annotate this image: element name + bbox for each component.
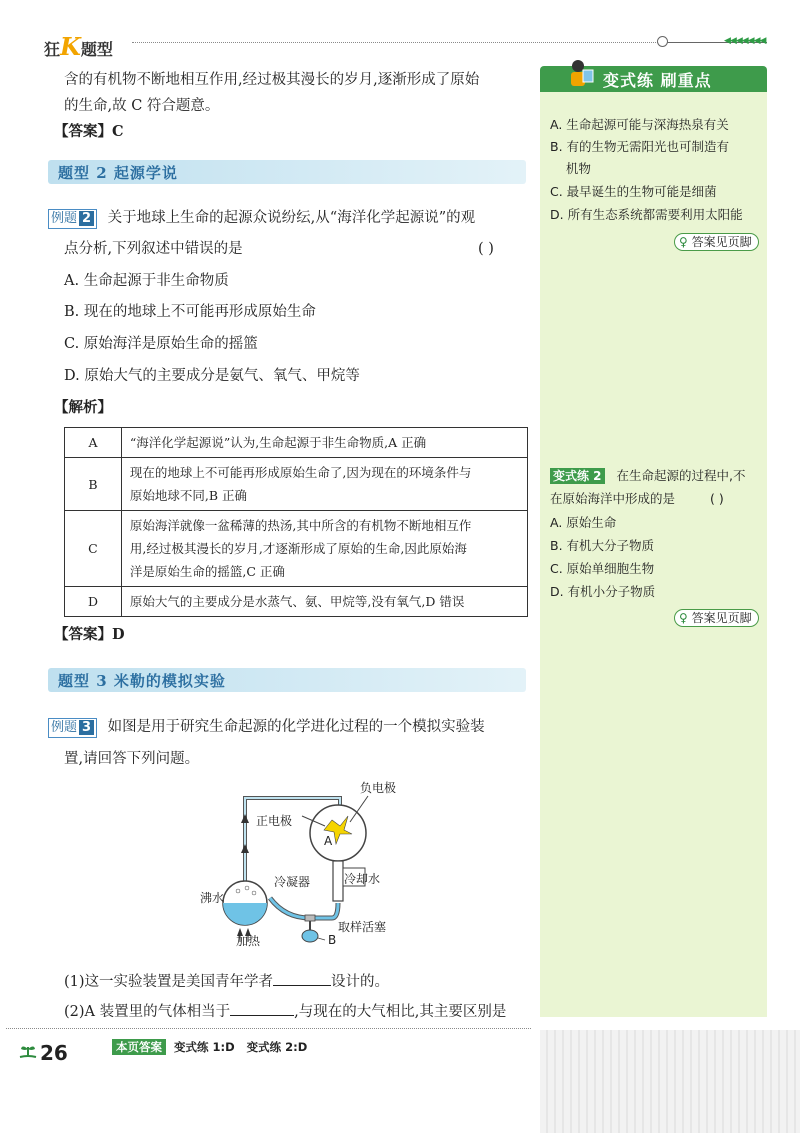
table-text: 原始地球不同,B 正确: [129, 488, 248, 503]
option-a: A. 生命起源于非生命物质: [64, 273, 229, 289]
hint-icon: ♀: [679, 611, 688, 625]
sidebar-option: A. 生命起源可能与深海热泉有关: [550, 117, 729, 132]
sidebar-option: C. 原始单细胞生物: [550, 561, 655, 576]
sidebar-option: B. 有机大分子物质: [550, 538, 655, 553]
table-option: C: [65, 511, 122, 587]
table-row: [65, 511, 528, 587]
question-2: (2)A 装置里的气体相当于 ,与现在的大气相比,其主要区别是: [64, 1001, 506, 1022]
table-text: 原始大气的主要成分是水蒸气、氨、甲烷等,没有氧气,D 错误: [129, 594, 465, 609]
label-heating: 加热: [236, 934, 261, 948]
sidebar-option: 机物: [550, 161, 591, 176]
label-cooling-water: 冷却水: [344, 872, 381, 886]
table-text: 洋是原始生命的摇篮,C 正确: [129, 564, 285, 579]
label-pos-electrode: 正电极: [256, 814, 293, 828]
student-icon: [566, 58, 596, 90]
exercise-tag: 变式练 2: [550, 468, 605, 484]
option-d: D. 原始大气的主要成分是氨气、氧气、甲烷等: [64, 368, 360, 384]
example2-stem-2: 点分析,下列叙述中错误的是: [64, 241, 243, 257]
answer-paren: ( ): [478, 241, 494, 257]
table-option: D: [65, 587, 122, 617]
table-text: “海洋化学起源说”认为,生命起源于非生命物质,A 正确: [129, 435, 427, 450]
label-sampling-valve: 取样活塞: [338, 920, 387, 934]
table-row: [65, 587, 528, 617]
section-header-3: [48, 668, 526, 692]
footer-answers: 本页答案 变式练 1:D 变式练 2:D: [112, 1039, 307, 1055]
fill-blank[interactable]: [273, 971, 331, 986]
answer-paren: ( ): [710, 491, 724, 506]
table-text: 原始海洋就像一盆稀薄的热汤,其中所含的有机物不断地相互作: [129, 518, 472, 533]
answer-tag: 本页答案: [112, 1039, 166, 1055]
analysis-table: [64, 427, 528, 617]
sidebar-option: B. 有的生物无需阳光也可制造有: [550, 139, 730, 154]
example-tag: 例题 2: [48, 209, 97, 229]
sidebar-option: A. 原始生命: [550, 515, 617, 530]
example2-answer: 【答案】D: [54, 626, 125, 643]
label-boiling-water: 沸水: [200, 891, 225, 905]
option-b: B. 现在的地球上不可能再形成原始生命: [64, 304, 316, 320]
fill-blank[interactable]: [230, 1001, 294, 1016]
footer-dotted-rule: [6, 1028, 531, 1029]
table-option: B: [65, 458, 122, 511]
bsl2-stem-2: 在原始海洋中形成的是: [550, 491, 676, 506]
section-title: 题型 3 米勒的模拟实验: [58, 672, 226, 690]
table-option: A: [65, 428, 122, 458]
label-condenser: 冷凝器: [274, 875, 311, 889]
footer-edge-strip: [540, 1030, 800, 1133]
leaf-icon: [18, 1041, 38, 1061]
answer-link[interactable]: ♀ 答案见页脚: [674, 609, 759, 627]
question-1: (1)这一实验装置是美国青年学者 设计的。: [64, 971, 389, 992]
answer-link[interactable]: ♀ 答案见页脚: [674, 233, 759, 251]
sidebar-option: D. 有机小分子物质: [550, 584, 656, 599]
page-number: 26: [40, 1041, 68, 1065]
header-arrows-icon: ◀◀◀◀◀◀◀: [724, 36, 766, 46]
option-c: C. 原始海洋是原始生命的摇篮: [64, 336, 258, 352]
example3-stem-2: 置,请回答下列问题。: [64, 751, 200, 767]
table-text: 用,经过极其漫长的岁月,才逐渐形成了原始的生命,因此原始海: [129, 541, 467, 556]
table-text: 现在的地球上不可能再形成原始生命了,因为现在的环境条件与: [129, 465, 472, 480]
section-title: 题型 2 起源学说: [58, 164, 178, 182]
book-logo: 狂K题型: [44, 32, 113, 61]
bsl2-stem-1: 变式练 2 在生命起源的过程中,不: [550, 467, 746, 485]
sidebar-option: D. 所有生态系统都需要利用太阳能: [550, 207, 743, 222]
label-neg-electrode: 负电极: [360, 781, 397, 795]
header-dotted-rule: [132, 42, 660, 43]
label-b: B: [328, 933, 337, 947]
example-tag: 例题 3: [48, 718, 97, 738]
table-row: [65, 428, 528, 458]
analysis-label: 【解析】: [54, 399, 112, 416]
example2-stem-1: 例题 2 关于地球上生命的起源众说纷纭,从“海洋化学起源说”的观: [48, 208, 475, 229]
example3-stem-1: 例题 3 如图是用于研究生命起源的化学进化过程的一个模拟实验装: [48, 717, 485, 738]
intro-answer: 【答案】C: [54, 123, 124, 140]
sidebar-option: C. 最早诞生的生物可能是细菌: [550, 184, 717, 199]
table-row: [65, 458, 528, 511]
hint-icon: ♀: [679, 235, 688, 249]
intro-line-2: 的生命,故 C 符合题意。: [64, 98, 220, 114]
intro-line-1: 含的有机物不断地相互作用,经过极其漫长的岁月,逐渐形成了原始: [64, 72, 480, 88]
section-header-2: [48, 160, 526, 184]
label-a: A: [324, 834, 333, 848]
sidebar-title: 变式练 刷重点: [603, 71, 712, 90]
